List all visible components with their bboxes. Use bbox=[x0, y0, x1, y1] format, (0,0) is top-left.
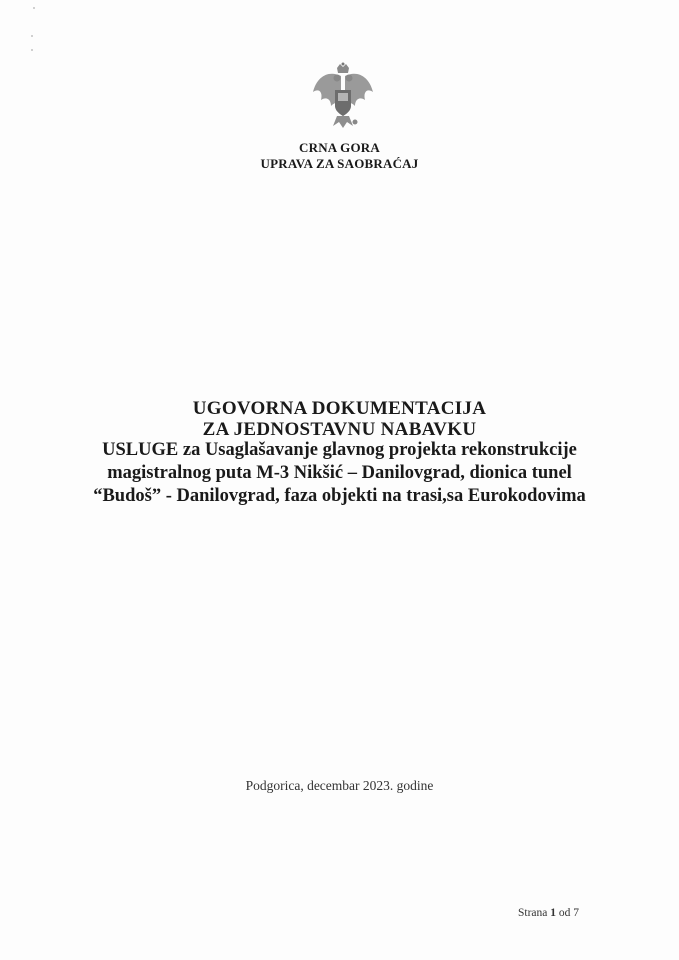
scan-speck bbox=[31, 35, 33, 37]
page-number bbox=[518, 907, 579, 919]
page-separator: od bbox=[558, 907, 571, 919]
country-name: CRNA GORA bbox=[299, 140, 380, 155]
scan-speck bbox=[33, 7, 35, 9]
doc-subject-line-2: magistralnog puta M-3 Nikšić – Danilovgrad, dionica tunel bbox=[107, 463, 572, 483]
doc-subject-line-1: USLUGE za Usaglašavanje glavnog projekta rekonstrukcije bbox=[102, 440, 577, 460]
scan-speck bbox=[31, 49, 33, 51]
place-and-date: Podgorica, decembar 2023. godine bbox=[245, 778, 434, 793]
page-total: 7 bbox=[573, 907, 580, 919]
authority-name: UPRAVA ZA SAOBRAĆAJ bbox=[260, 156, 419, 171]
doc-title-line-1: UGOVORNA DOKUMENTACIJA bbox=[192, 398, 487, 419]
page-current: 1 bbox=[550, 907, 557, 919]
doc-subject-line-3: “Budoš” - Danilovgrad, faza objekti na trasi,sa Eurokodovima bbox=[93, 486, 586, 506]
doc-title-line-2: ZA JEDNOSTAVNU NABAVKU bbox=[202, 419, 477, 440]
montenegro-coat-of-arms-icon bbox=[307, 62, 379, 132]
page-prefix: Strana bbox=[518, 907, 548, 919]
